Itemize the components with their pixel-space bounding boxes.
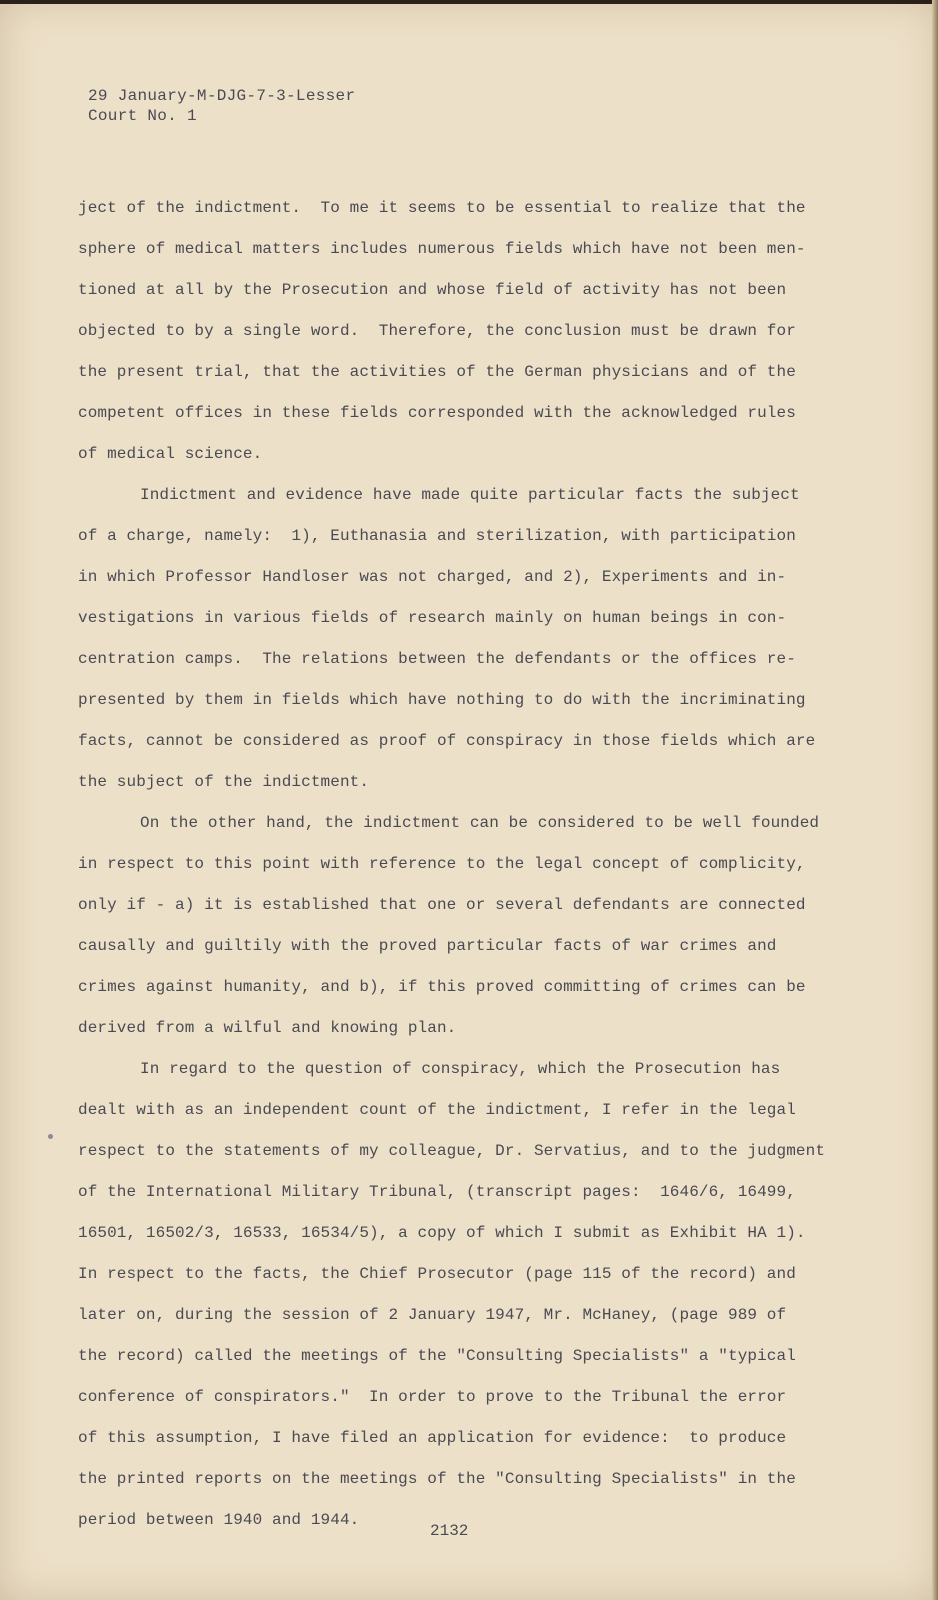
text-line: the subject of the indictment. xyxy=(78,773,370,791)
paragraph-3 xyxy=(78,803,878,1049)
text-line: of the International Military Tribunal, (transcript pages: 1646/6, 16499, xyxy=(78,1183,796,1201)
text-line: tioned at all by the Prosecution and whose field of activity has not been xyxy=(78,281,787,299)
text-line: derived from a wilful and knowing plan. xyxy=(78,1019,457,1037)
text-line: the present trial, that the activities of the German physicians and of the xyxy=(78,363,796,381)
document-body xyxy=(78,188,878,1541)
text-line: crimes against humanity, and b), if this proved committing of crimes can be xyxy=(78,978,806,996)
text-line: centration camps. The relations between the defendants or the offices re- xyxy=(78,650,796,668)
text-line: of this assumption, I have filed an application for evidence: to produce xyxy=(78,1429,787,1447)
text-line: ject of the indictment. To me it seems to be essential to realize that the xyxy=(78,199,806,217)
text-line: of a charge, namely: 1), Euthanasia and sterilization, with participation xyxy=(78,527,796,545)
text-line: the record) called the meetings of the "Consulting Specialists" a "typical xyxy=(78,1347,796,1365)
text-line: the printed reports on the meetings of the "Consulting Specialists" in the xyxy=(78,1470,796,1488)
paragraph-1 xyxy=(78,188,878,475)
header-reference: 29 January-M-DJG-7-3-Lesser xyxy=(88,87,356,105)
text-line: presented by them in fields which have nothing to do with the incriminating xyxy=(78,691,806,709)
right-edge xyxy=(932,0,938,1600)
text-line: In regard to the question of conspiracy, which the Prosecution has xyxy=(140,1060,781,1078)
text-line: Indictment and evidence have made quite particular facts the subject xyxy=(140,486,800,504)
text-line: in respect to this point with reference to the legal concept of complicity, xyxy=(78,855,806,873)
text-line: period between 1940 and 1944. xyxy=(78,1511,360,1529)
paragraph-4 xyxy=(78,1049,878,1541)
text-line: sphere of medical matters includes numerous fields which have not been men- xyxy=(78,240,806,258)
text-line: causally and guiltily with the proved particular facts of war crimes and xyxy=(78,937,777,955)
top-edge xyxy=(0,0,938,4)
text-line: In respect to the facts, the Chief Prosecutor (page 115 of the record) and xyxy=(78,1265,796,1283)
text-line: competent offices in these fields corresponded with the acknowledged rules xyxy=(78,404,796,422)
header-court: Court No. 1 xyxy=(88,107,197,125)
text-line: respect to the statements of my colleague, Dr. Servatius, and to the judgment xyxy=(78,1142,826,1160)
page-number: 2132 xyxy=(430,1522,469,1540)
text-line: vestigations in various fields of research mainly on human beings in con- xyxy=(78,609,787,627)
text-line: dealt with as an independent count of the indictment, I refer in the legal xyxy=(78,1101,796,1119)
text-line: later on, during the session of 2 January 1947, Mr. McHaney, (page 989 of xyxy=(78,1306,787,1324)
text-line: only if - a) it is established that one or several defendants are connected xyxy=(78,896,806,914)
punch-mark xyxy=(48,1134,53,1139)
paragraph-2 xyxy=(78,475,878,803)
document-header xyxy=(88,86,355,126)
text-line: facts, cannot be considered as proof of conspiracy in those fields which are xyxy=(78,732,816,750)
text-line: objected to by a single word. Therefore, the conclusion must be drawn for xyxy=(78,322,796,340)
text-line: 16501, 16502/3, 16533, 16534/5), a copy of which I submit as Exhibit HA 1). xyxy=(78,1224,806,1242)
text-line: On the other hand, the indictment can be considered to be well founded xyxy=(140,814,820,832)
text-line: in which Professor Handloser was not charged, and 2), Experiments and in- xyxy=(78,568,787,586)
text-line: of medical science. xyxy=(78,445,263,463)
text-line: conference of conspirators." In order to prove to the Tribunal the error xyxy=(78,1388,787,1406)
